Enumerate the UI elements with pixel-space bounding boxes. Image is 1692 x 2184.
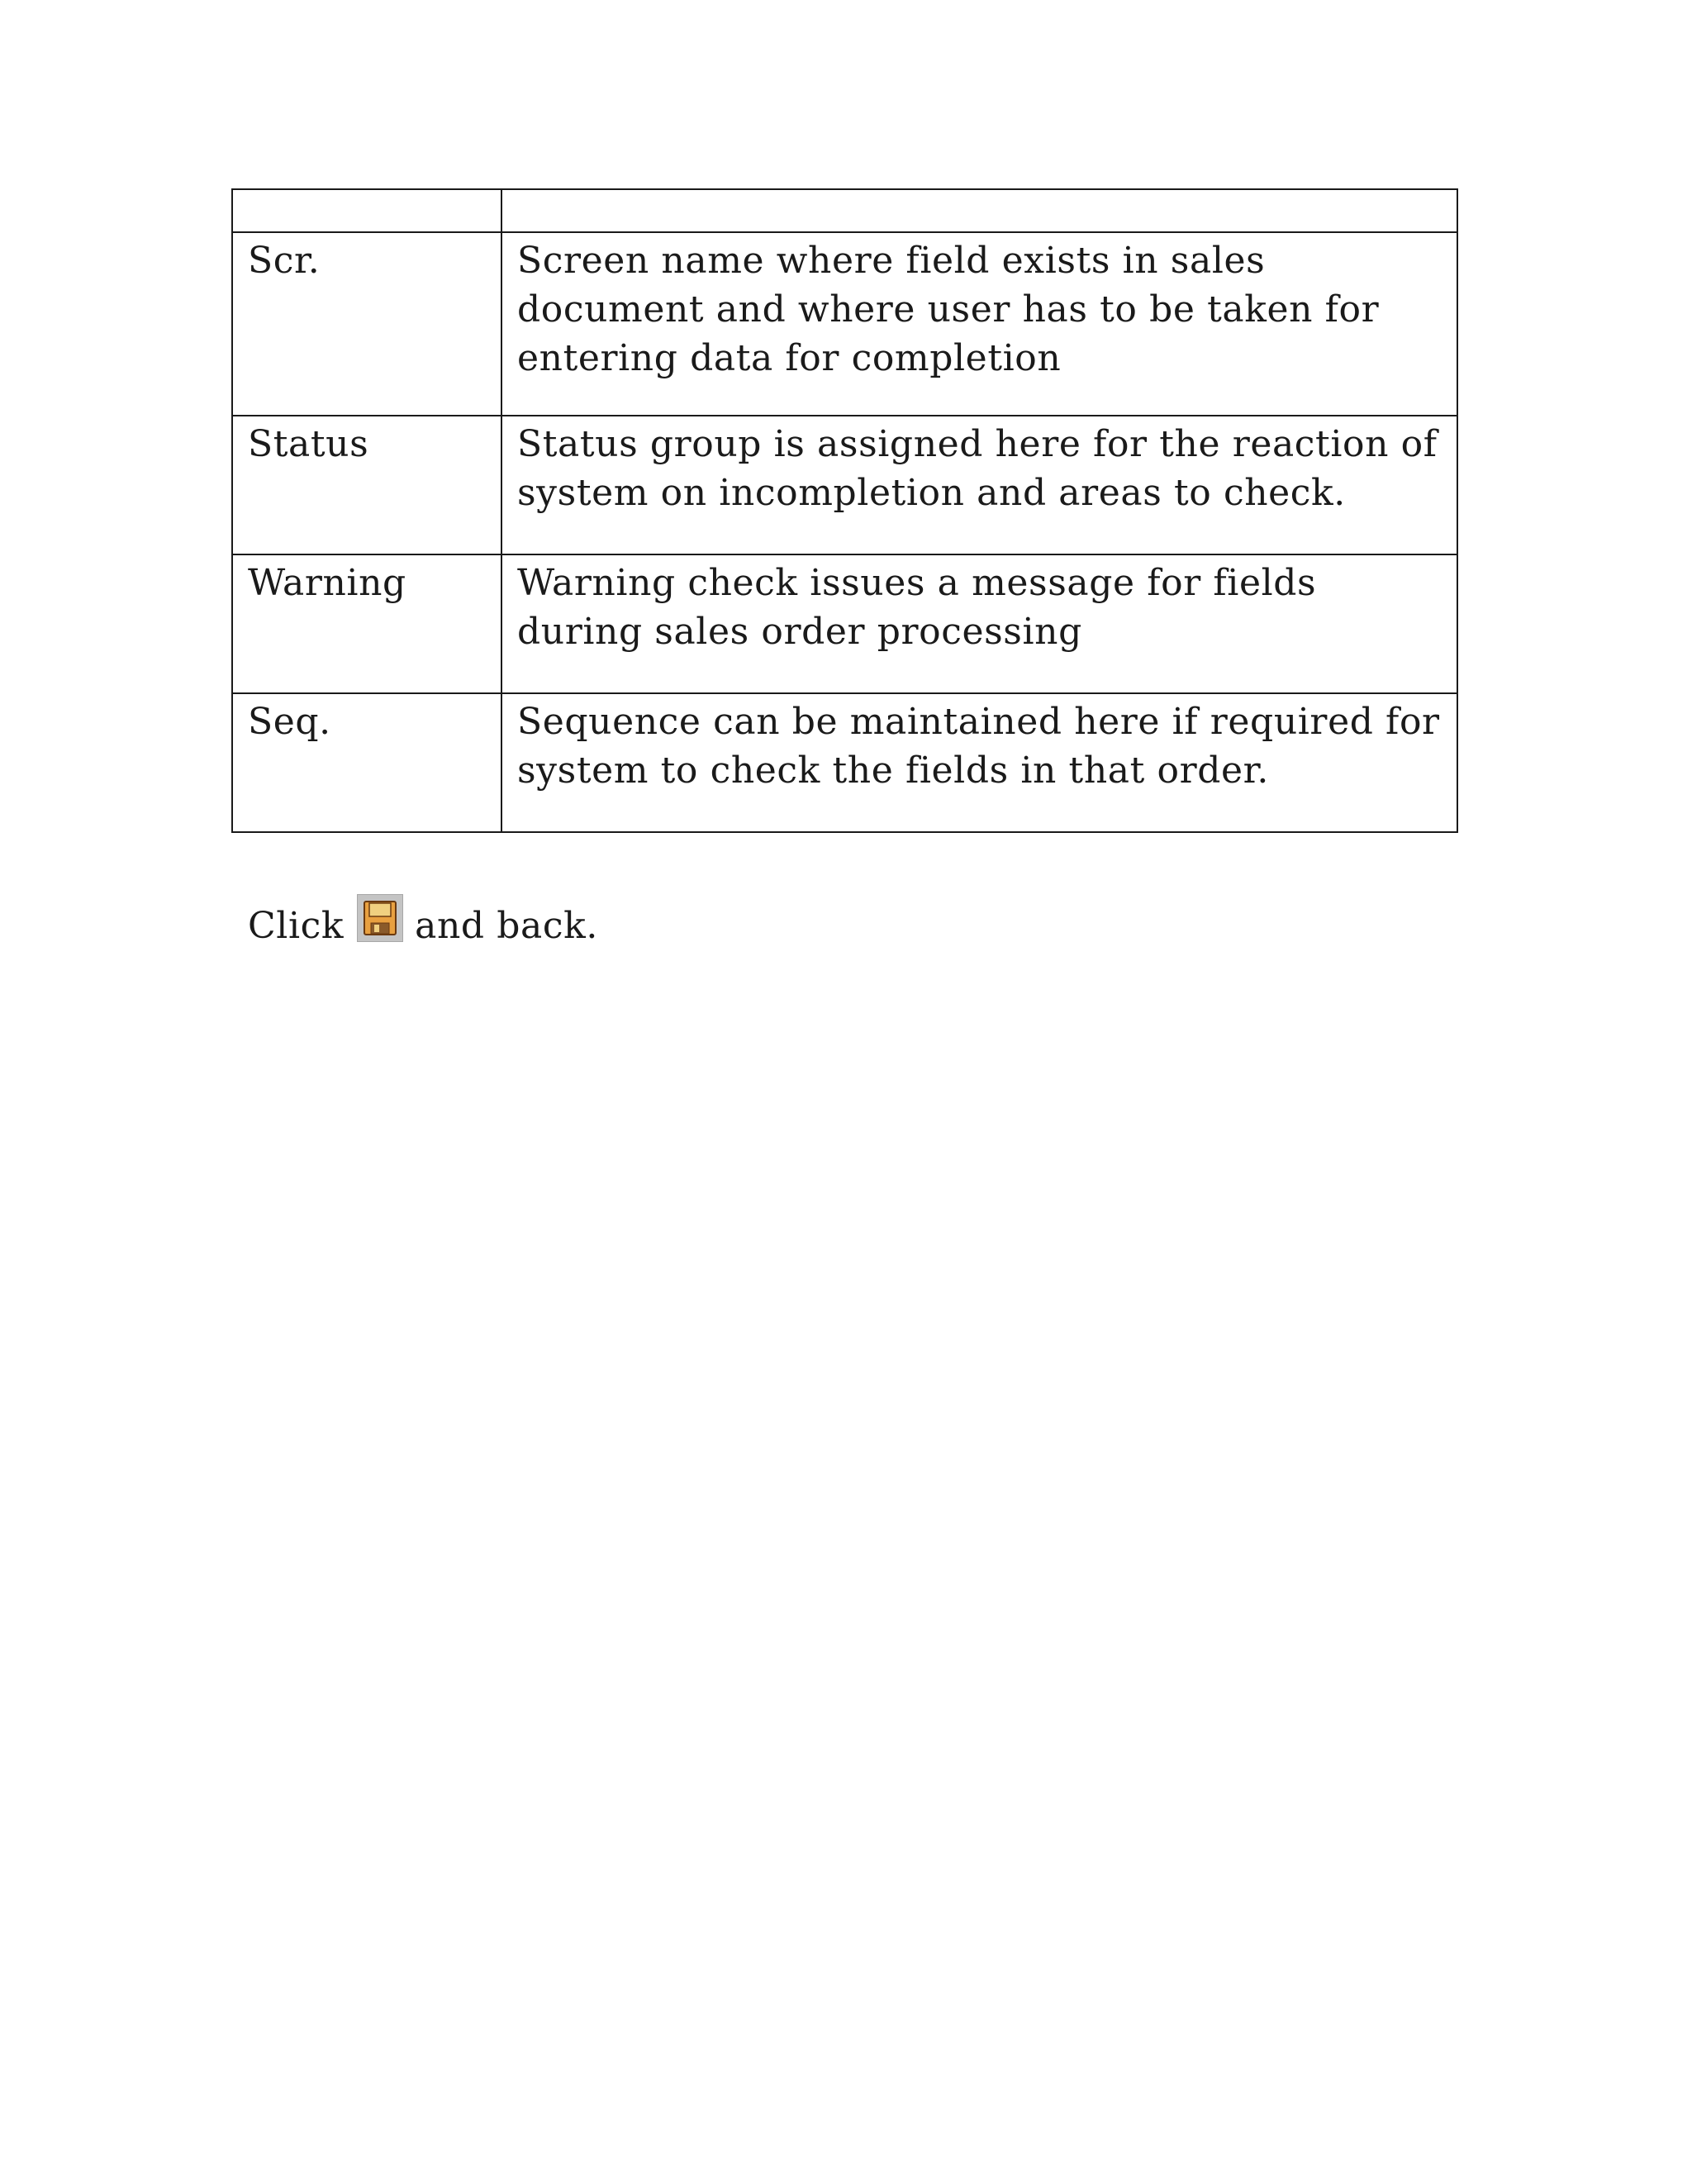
description-cell: Status group is assigned here for the reaction of system on incompletion and areas to check.	[501, 416, 1457, 554]
save-icon[interactable]	[357, 894, 403, 942]
instruction-text-after: and back.	[415, 905, 598, 947]
table-row	[232, 554, 1457, 693]
description-cell: Sequence can be maintained here if required for system to check the fields in that order.	[501, 693, 1457, 832]
table-row	[232, 232, 1457, 416]
term-cell: Scr.	[232, 232, 501, 416]
table-row	[232, 693, 1457, 832]
description-cell: Screen name where field exists in sales document and where user has to be taken for entering data for completion	[501, 232, 1457, 416]
table-row	[232, 416, 1457, 554]
term-cell: Seq.	[232, 693, 501, 832]
table-header-cell	[501, 189, 1457, 232]
instruction-text-before: Click	[248, 905, 345, 947]
definition-table	[231, 188, 1458, 833]
save-icon-graphic	[358, 895, 402, 941]
description-cell: Warning check issues a message for fields during sales order processing	[501, 554, 1457, 693]
term-cell: Status	[232, 416, 501, 554]
table-header-row	[232, 189, 1457, 232]
term-cell: Warning	[232, 554, 501, 693]
instruction-line	[248, 889, 598, 964]
table-header-cell	[232, 189, 501, 232]
